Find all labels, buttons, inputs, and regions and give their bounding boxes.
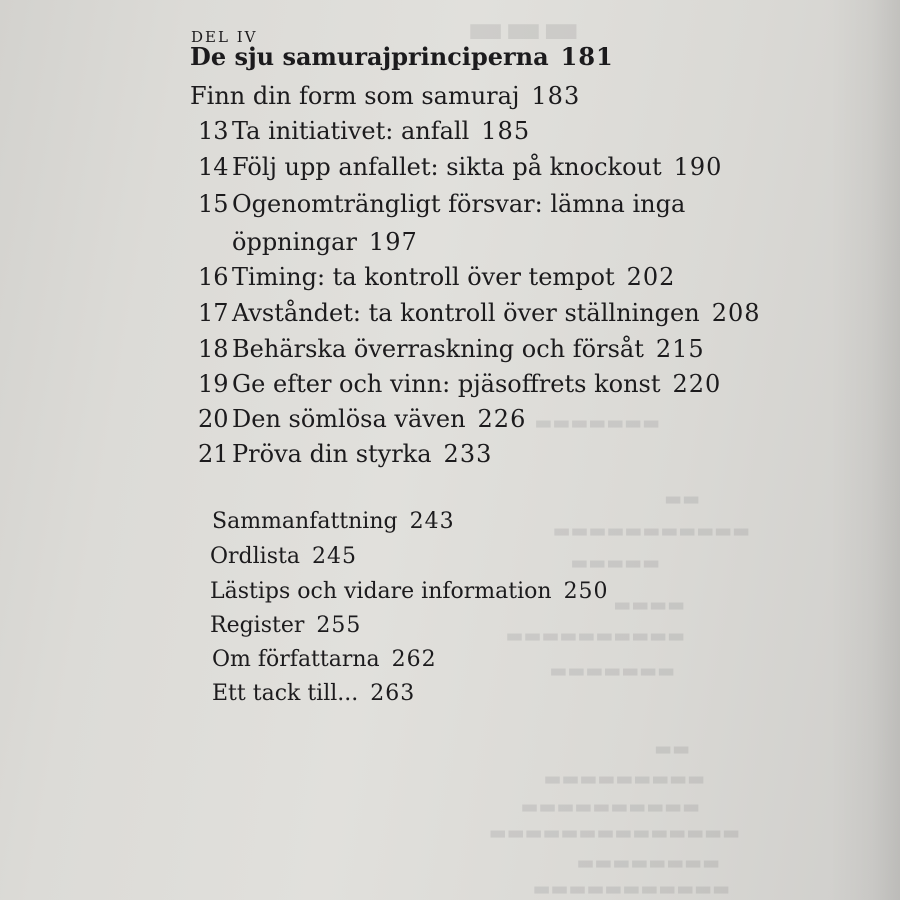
back-matter-entry [212,680,415,708]
chapter-entry [198,369,721,399]
back-matter-entry [212,508,455,536]
chapter-page: 197 [368,228,418,256]
back-matter-page: 255 [316,613,362,638]
chapter-number: 17 [198,299,229,327]
chapter-entry [198,116,530,146]
chapter-page: 202 [626,263,676,291]
chapter-entry [198,152,722,182]
chapter-page: 190 [673,153,723,181]
back-matter-page: 263 [370,681,416,706]
chapter-number: 13 [198,117,229,145]
part-title-entry [190,42,614,72]
back-matter-entry [210,543,357,571]
back-matter-page: 250 [563,579,609,604]
back-matter-title: Om författarna [212,647,380,672]
chapter-number: 18 [198,335,229,363]
show-through-texture: ▬▬▬ ▬▬▬▬▬▬▬ ▬▬ ▬▬▬▬▬▬▬▬▬▬▬ ▬▬▬▬▬ ▬▬▬▬ ▬▬▬▬▬▬▬▬▬▬ ▬▬▬▬▬▬▬ ▬▬ ▬▬▬▬▬▬▬▬▬ ▬▬▬▬▬▬▬▬▬▬ ▬▬▬▬▬▬▬▬▬▬▬▬▬▬ ▬▬▬▬▬▬▬▬ ▬▬▬▬▬▬▬▬▬▬▬ [466,6,750,900]
back-matter-page: 243 [409,509,455,534]
chapter-page: 220 [672,370,722,398]
chapter-title: Ge efter och vinn: pjäsoffrets konst [232,370,661,398]
chapter-number: 19 [198,370,229,398]
chapter-number: 16 [198,263,229,291]
chapter-title: Den sömlösa väven [232,405,466,433]
chapter-continuation [232,227,418,257]
chapter-number: 20 [198,405,229,433]
back-matter-title: Lästips och vidare information [210,579,552,604]
chapter-number: 21 [198,440,229,468]
chapter-title: Behärska överraskning och försåt [232,335,644,363]
chapter-number: 14 [198,153,229,181]
back-matter-entry [212,646,437,674]
chapter-page: 185 [481,117,531,145]
chapter-page: 226 [477,405,527,433]
back-matter-title: Ordlista [210,544,300,569]
part-label: DEL IV [191,28,258,46]
part-title-page: 181 [560,42,614,71]
intro-page: 183 [531,82,581,110]
chapter-title: Ta initiativet: anfall [232,117,470,145]
back-matter-title: Sammanfattning [212,509,398,534]
chapter-title: Timing: ta kontroll över tempot [232,263,615,291]
chapter-title: Pröva din styrka [232,440,432,468]
chapter-title: Avståndet: ta kontroll över ställningen [232,299,700,327]
intro-title: Finn din form som samuraj [190,82,520,110]
chapter-entry [198,439,492,469]
chapter-entry [198,189,685,219]
chapter-entry [198,334,705,364]
chapter-page: 233 [443,440,493,468]
back-matter-title: Register [210,613,305,638]
chapter-title-continuation: öppningar [232,228,357,256]
chapter-page: 215 [655,335,705,363]
back-matter-page: 245 [311,544,357,569]
chapter-entry [198,298,761,328]
back-matter-entry [210,578,609,606]
chapter-entry [198,404,526,434]
back-matter-title: Ett tack till... [212,681,359,706]
intro-entry [190,81,580,111]
chapter-title: Ogenomträngligt försvar: lämna inga [232,190,686,218]
back-matter-page: 262 [391,647,437,672]
back-matter-entry [210,612,361,640]
chapter-title: Följ upp anfallet: sikta på knockout [232,153,662,181]
part-title: De sju samurajprinciperna [190,42,549,71]
chapter-page: 208 [711,299,761,327]
chapter-number: 15 [198,190,229,218]
chapter-entry [198,262,675,292]
